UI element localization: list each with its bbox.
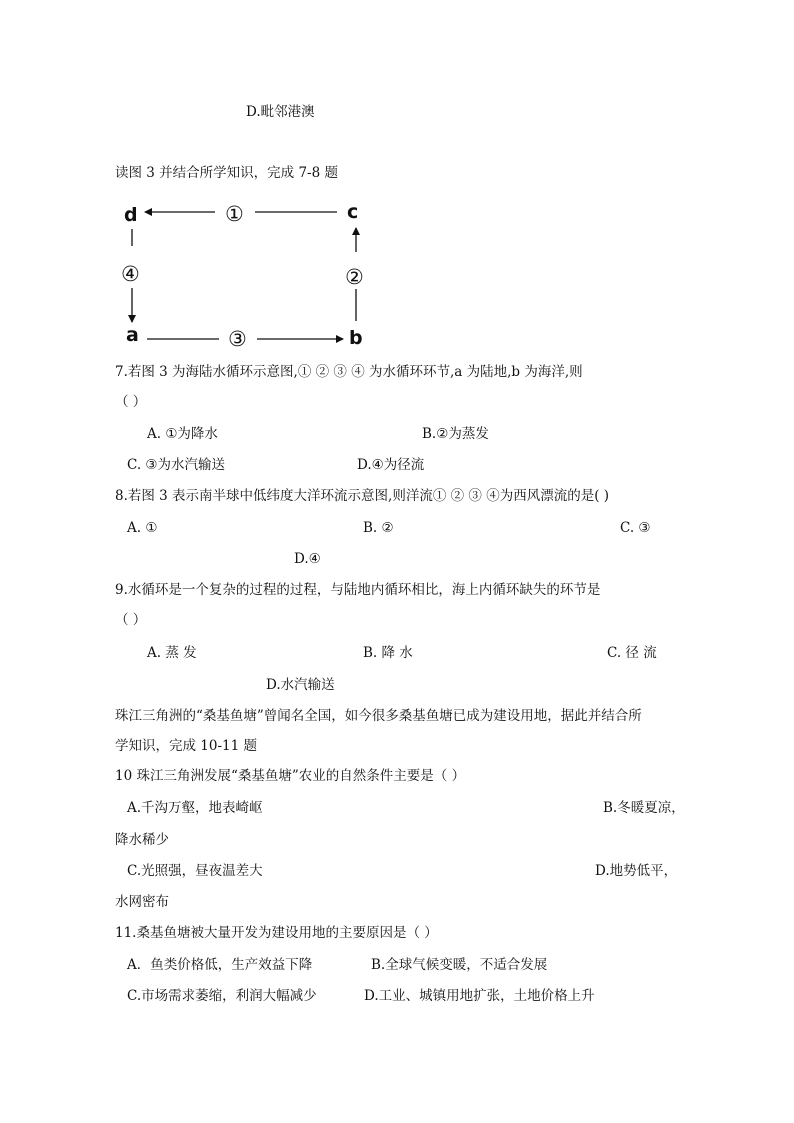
q7-paren: （ ）: [115, 394, 147, 410]
q7-option-b: B.②为蒸发: [422, 426, 489, 442]
q11-option-b: B.全球气候变暖，不适合发展: [371, 957, 548, 973]
q10-option-a: A.千沟万壑，地表崎岖: [127, 800, 263, 816]
q9-paren: （ ）: [115, 612, 147, 628]
label-circle-4: ④: [121, 262, 140, 286]
q9-option-c: C. 径 流: [607, 645, 657, 661]
q8-option-b: B. ②: [363, 520, 394, 536]
q8-stem: 8.若图 3 表示南半球中低纬度大洋环流示意图,则洋流① ② ③ ④为西风漂流的是( ): [115, 488, 610, 504]
q8-option-c: C. ③: [620, 520, 651, 536]
q8-option-d: D.④: [294, 551, 321, 567]
q10-option-d: D.地势低平，: [595, 863, 678, 879]
q9-option-a: A. 蒸 发: [147, 645, 197, 661]
label-circle-1: ①: [225, 202, 244, 226]
option-d-top: D.毗邻港澳: [246, 104, 315, 120]
intro-questions-10-11-line1: 珠江三角洲的“桑基鱼塘”曾闻名全国，如今很多桑基鱼塘已成为建设用地，据此并结合所: [115, 708, 642, 724]
label-circle-2: ②: [345, 265, 364, 289]
q7-stem: 7.若图 3 为海陆水循环示意图,① ② ③ ④ 为水循环环节,a 为陆地,b 为海洋,则: [115, 364, 583, 380]
intro-questions-7-8: 读图 3 并结合所学知识，完成 7-8 题: [115, 165, 338, 181]
node-d: d: [124, 204, 138, 226]
q7-option-a: A. ①为降水: [147, 426, 218, 442]
q7-option-d: D.④为径流: [357, 457, 425, 473]
q11-option-a: A．鱼类价格低，生产效益下降: [127, 957, 313, 973]
q10-stem: 10 珠江三角洲发展“桑基鱼塘”农业的自然条件主要是（ ）: [115, 768, 466, 784]
q10-option-b: B.冬暖夏凉，: [603, 800, 685, 816]
q10-option-c: C.光照强，昼夜温差大: [127, 863, 263, 879]
q10-option-b-continued: 降水稀少: [115, 832, 169, 848]
q9-option-d: D.水汽输送: [266, 677, 335, 693]
node-c: c: [347, 201, 359, 223]
intro-questions-10-11-line2: 学知识，完成 10-11 题: [115, 738, 258, 754]
q10-option-d-continued: 水网密布: [115, 894, 169, 910]
q8-option-a: A. ①: [127, 520, 158, 536]
q11-option-d: D.工业、城镇用地扩张，土地价格上升: [364, 988, 595, 1004]
q7-option-c: C. ③为水汽输送: [127, 457, 226, 473]
q9-option-b: B. 降 水: [363, 645, 413, 661]
label-circle-3: ③: [228, 327, 247, 351]
figure-3-cycle-diagram: [115, 200, 375, 350]
q11-stem: 11.桑基鱼塘被大量开发为建设用地的主要原因是（ ）: [115, 925, 438, 941]
q11-option-c: C.市场需求萎缩，利润大幅减少: [127, 988, 317, 1004]
node-b: b: [349, 327, 363, 349]
q9-stem: 9.水循环是一个复杂的过程的过程，与陆地内循环相比，海上内循环缺失的环节是: [115, 582, 601, 598]
node-a: a: [126, 324, 139, 346]
